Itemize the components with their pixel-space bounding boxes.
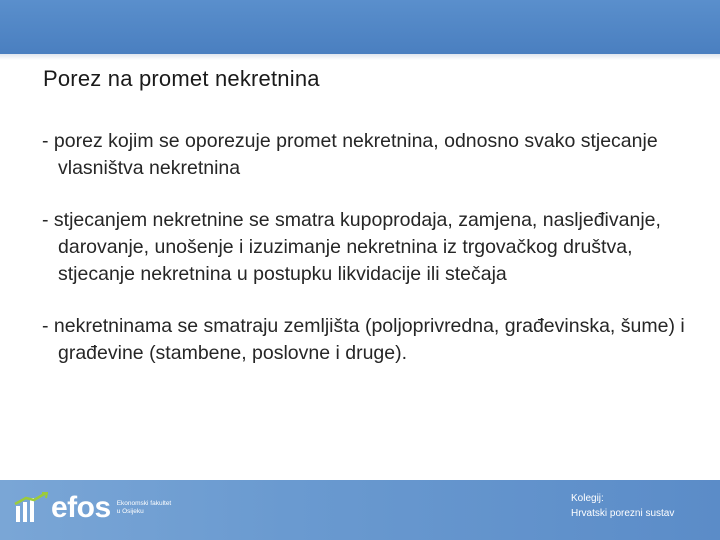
- course-info: [571, 491, 674, 521]
- logo-bars-icon: [14, 492, 48, 524]
- efos-logo: [14, 491, 171, 525]
- paragraph-acquisition: - stjecanjem nekretnine se smatra kupoprodaja, zamjena, nasljeđivanje, darovanje, unošenje i izuzimanje nekretnina iz trgovačkog društva, stjecanje nekretnina u postupku likvidacije ili stečaja: [42, 209, 661, 285]
- paragraph-definition: - porez kojim se oporezuje promet nekretnina, odnosno svako stjecanje vlasništva nekretnina: [42, 130, 658, 179]
- header-band: [0, 0, 720, 54]
- slide-content: [42, 128, 692, 392]
- course-label: Kolegij:: [571, 493, 604, 504]
- header-band-shadow: [0, 54, 720, 60]
- logo-subtitle-line2: u Osijeku: [116, 508, 144, 515]
- logo-subtitle: [117, 500, 172, 516]
- logo-wordmark: efos: [51, 491, 111, 524]
- course-name: Hrvatski porezni sustav: [571, 508, 675, 519]
- logo-subtitle-line1: Ekonomski fakultet: [116, 500, 172, 507]
- paragraph-real-estate-types: - nekretninama se smatraju zemljišta (poljoprivredna, građevinska, šume) i građevine (stambene, poslovne i druge).: [42, 315, 685, 364]
- slide-title: Porez na promet nekretnina: [43, 66, 320, 91]
